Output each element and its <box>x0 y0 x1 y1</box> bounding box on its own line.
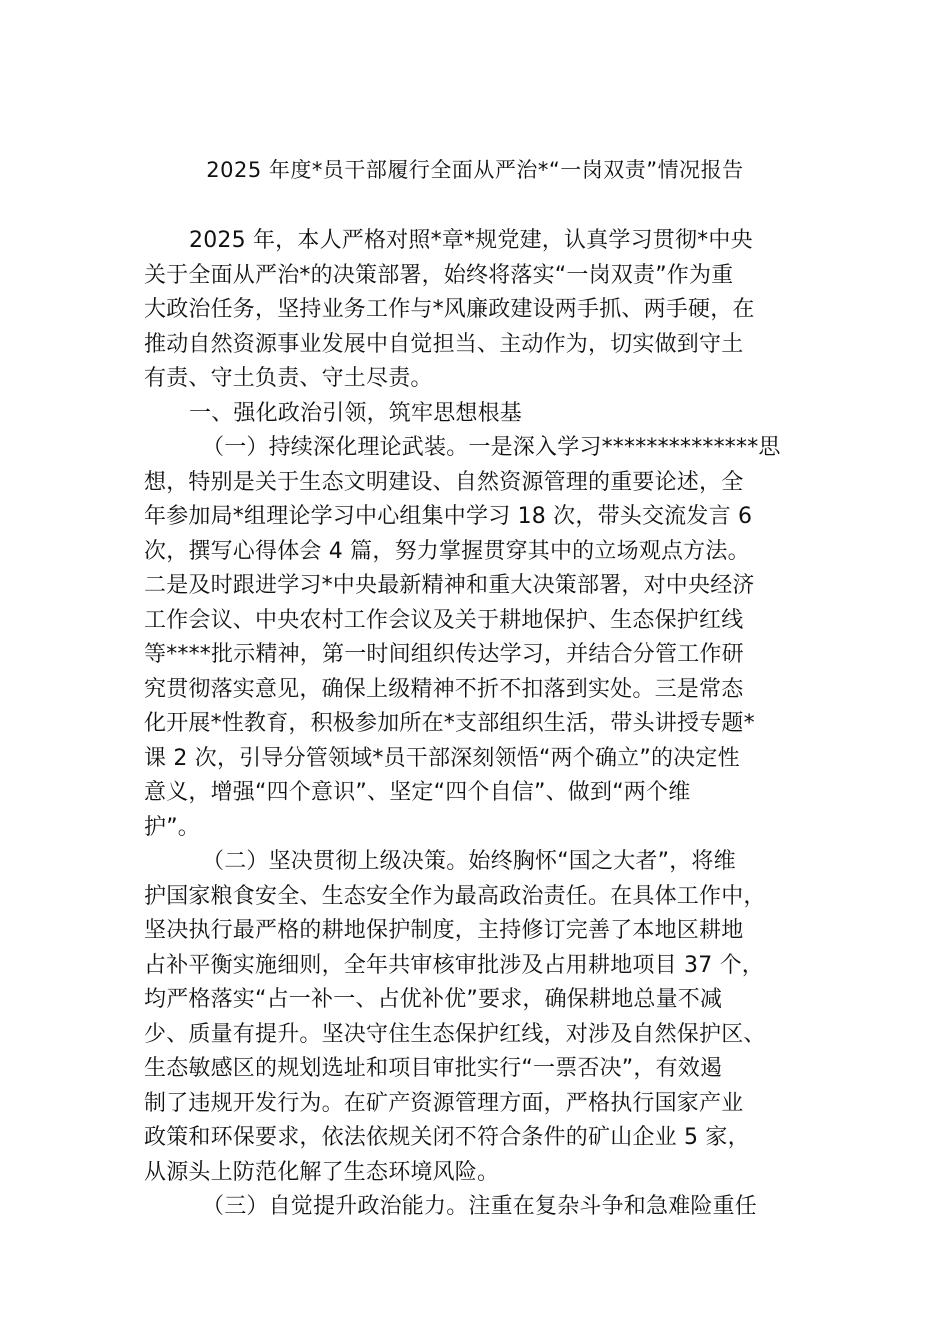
paragraph-line: 次，撰写心得体会 4 篇，努力掌握贯穿其中的立场观点方法。 <box>144 538 750 564</box>
paragraph-line: 生态敏感区的规划选址和项目审批实行“一票否决”，有效遏 <box>144 1056 723 1081</box>
paragraph-line: 工作会议、中央农村工作会议及关于耕地保护、生态保护红线 <box>144 607 744 633</box>
paragraph-line: 大政治任务，坚持业务工作与*风廉政建设两手抓、两手硬，在 <box>144 297 755 322</box>
subsection-line: （一）持续深化理论武装。一是深入学习**************思 <box>202 435 781 460</box>
paragraph-line: 究贯彻落实意见，确保上级精神不折不扣落到实处。三是常态 <box>144 676 744 702</box>
paragraph-line: 课 2 次，引导分管领域*员干部深刻领悟“两个确立”的决定性 <box>144 745 740 771</box>
paragraph-line: 年参加局*组理论学习中心组集中学习 18 次，带头交流发言 6 <box>144 504 753 529</box>
paragraph-line: 均严格落实“占一补一、占优补优”要求，确保耕地总量不减 <box>144 987 723 1012</box>
document-body <box>144 224 814 1225</box>
paragraph-line: 护国家粮食安全、生态安全作为最高政治责任。在具体工作中， <box>144 883 766 909</box>
paragraph-line: 制了违规开发行为。在矿产资源管理方面，严格执行国家产业 <box>144 1090 744 1116</box>
paragraph-line: 少、质量有提升。坚决守住生态保护红线，对涉及自然保护区、 <box>144 1021 766 1047</box>
paragraph-line: 从源头上防范化解了生态环境风险。 <box>144 1159 500 1185</box>
paragraph-line: 2025 年，本人严格对照*章*规党建，认真学习贯彻*中央 <box>189 228 753 253</box>
paragraph-line: 化开展*性教育，积极参加所在*支部组织生活，带头讲授专题* <box>144 711 755 736</box>
paragraph-line: 想，特别是关于生态文明建设、自然资源管理的重要论述，全 <box>144 469 744 495</box>
paragraph-line: 坚决执行最严格的耕地保护制度，主持修订完善了本地区耕地 <box>144 918 744 943</box>
document-title: 2025 年度*员干部履行全面从严治*“一岗双责”情况报告 <box>206 158 744 182</box>
paragraph-line: 占补平衡实施细则，全年共审核审批涉及占用耕地项目 37 个， <box>144 952 764 978</box>
paragraph-line: 推动自然资源事业发展中自觉担当、主动作为，切实做到守土 <box>144 331 744 357</box>
paragraph-line: 护”。 <box>144 814 200 840</box>
paragraph-line: 关于全面从严治*的决策部署，始终将落实“一岗双责”作为重 <box>144 262 734 288</box>
paragraph-line: 二是及时跟进学习*中央最新精神和重大决策部署，对中央经济 <box>144 573 755 598</box>
paragraph-line: 意义，增强“四个意识”、坚定“四个自信”、做到“两个维 <box>144 780 691 805</box>
subsection-line: （三）自觉提升政治能力。注重在复杂斗争和急难险重任 <box>202 1194 758 1219</box>
paragraph-line: 政策和环保要求，依法依规关闭不符合条件的矿山企业 5 家， <box>144 1125 750 1150</box>
subsection-line: （二）坚决贯彻上级决策。始终胸怀“国之大者”，将维 <box>202 849 736 874</box>
section-heading: 一、强化政治引领，筑牢思想根基 <box>189 400 523 426</box>
paragraph-line: 等****批示精神，第一时间组织传达学习，并结合分管工作研 <box>144 642 744 667</box>
paragraph-line: 有责、守土负责、守土尽责。 <box>144 366 433 391</box>
